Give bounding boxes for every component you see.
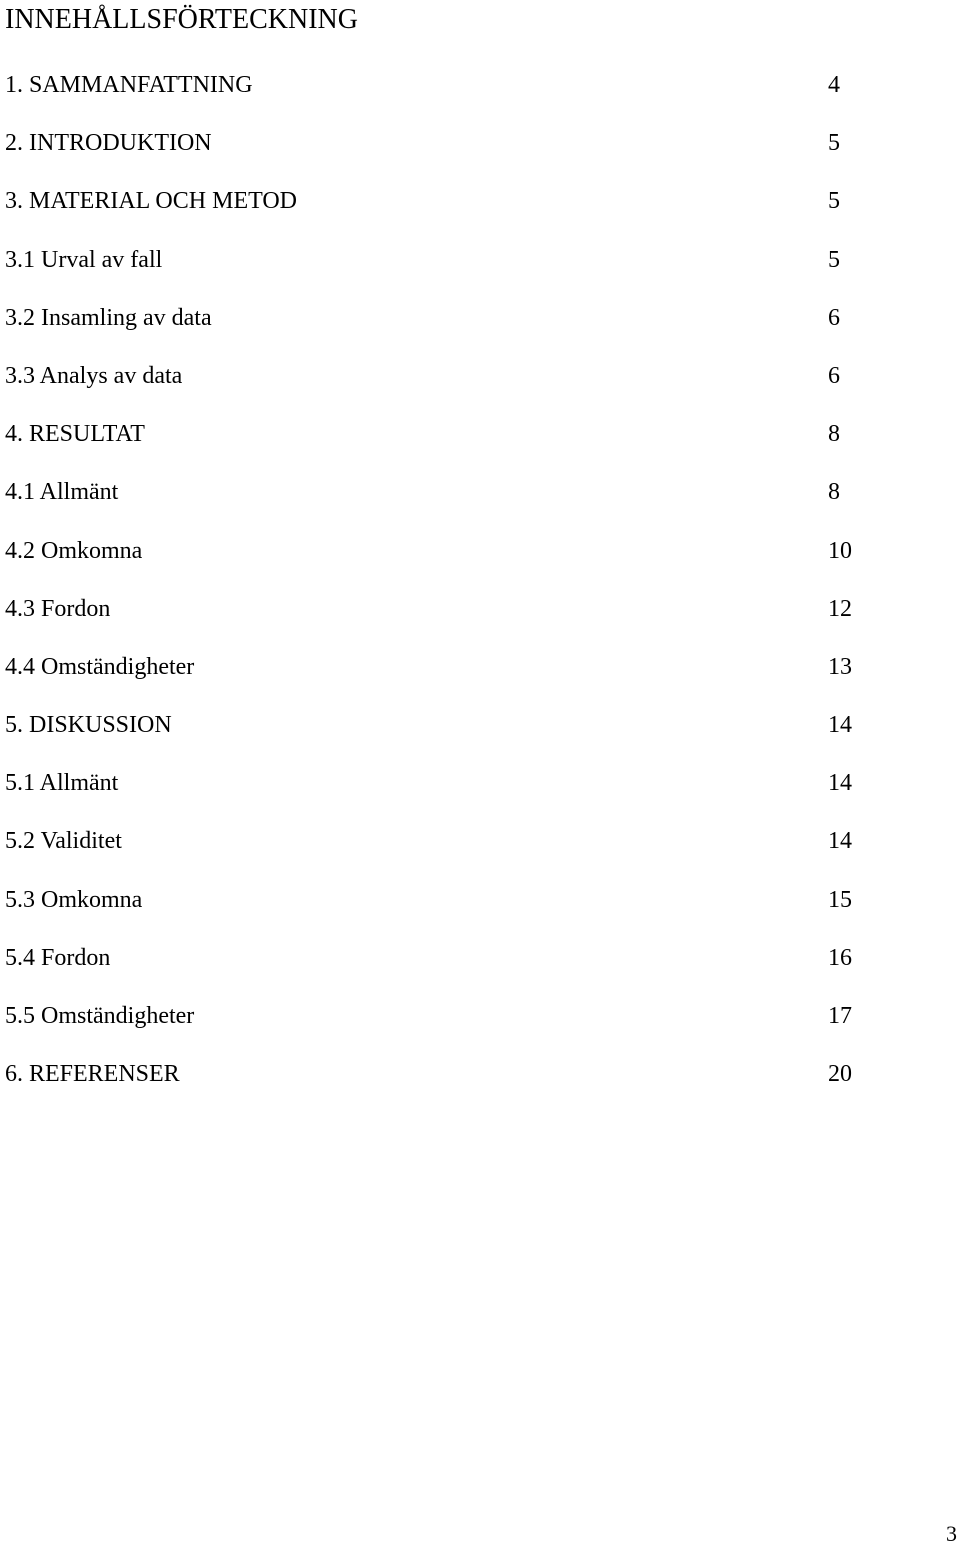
toc-entry-label: 5.5 Omständigheter (5, 1003, 195, 1029)
toc-entry-page: 5 (828, 188, 840, 215)
toc-entry-page: 6 (828, 304, 840, 331)
toc-entry-page: 15 (828, 886, 852, 913)
toc-entry-label: 2. INTRODUKTION (5, 130, 212, 157)
toc-entry (0, 358, 960, 416)
toc-entry (0, 242, 960, 300)
toc-entry-page: 8 (828, 421, 840, 448)
toc-entry-label: 3.1 Urval av fall (5, 246, 163, 273)
toc-entry (0, 300, 960, 358)
toc-entry-page: 20 (828, 1061, 852, 1088)
toc-entry (0, 765, 960, 823)
toc-entry-label: 4.3 Fordon (5, 595, 111, 622)
toc-entry-label: 5.2 Validitet (5, 828, 122, 855)
toc-entry-label: 5.4 Fordon (5, 944, 111, 971)
toc-entry-label: 5.1 Allmänt (5, 770, 119, 797)
toc-entry (0, 183, 960, 241)
toc-entry (0, 67, 960, 125)
toc-entry-page: 14 (828, 770, 852, 797)
page-title: INNEHÅLLSFÖRTECKNING (5, 4, 358, 35)
toc-entry (0, 125, 960, 183)
toc-entry-page: 10 (828, 537, 852, 564)
table-of-contents (0, 67, 960, 1114)
toc-entry-label: 3.3 Analys av data (5, 362, 183, 389)
toc-entry-label: 4.4 Omständigheter (5, 653, 195, 680)
toc-entry-page: 12 (828, 595, 852, 622)
toc-entry (0, 940, 960, 998)
toc-entry-page: 14 (828, 712, 852, 739)
toc-entry-page: 16 (828, 944, 852, 971)
toc-entry-label: 4.2 Omkomna (5, 537, 143, 564)
toc-entry-page: 5 (828, 246, 840, 273)
toc-entry (0, 1056, 960, 1114)
toc-entry-label: 1. SAMMANFATTNING (5, 72, 253, 98)
toc-entry (0, 591, 960, 649)
toc-entry-page: 4 (828, 72, 840, 98)
toc-entry-page: 13 (828, 653, 852, 680)
toc-entry-page: 8 (828, 479, 840, 506)
page-number: 3 (946, 1521, 957, 1546)
toc-entry (0, 882, 960, 940)
toc-entry-page: 5 (828, 130, 840, 157)
toc-entry-label: 4. RESULTAT (5, 421, 145, 448)
toc-entry (0, 533, 960, 591)
toc-entry (0, 823, 960, 881)
toc-entry-label: 5. DISKUSSION (5, 712, 172, 739)
toc-entry (0, 707, 960, 765)
toc-entry-label: 3.2 Insamling av data (5, 304, 212, 331)
toc-entry-label: 4.1 Allmänt (5, 479, 119, 506)
toc-entry-page: 6 (828, 362, 840, 389)
toc-entry-page: 14 (828, 828, 852, 855)
toc-entry (0, 474, 960, 532)
toc-entry (0, 416, 960, 474)
toc-entry-label: 3. MATERIAL OCH METOD (5, 188, 297, 215)
toc-entry-label: 5.3 Omkomna (5, 886, 143, 913)
toc-entry (0, 998, 960, 1056)
toc-entry-label: 6. REFERENSER (5, 1061, 180, 1088)
toc-entry-page: 17 (828, 1003, 852, 1029)
toc-entry (0, 649, 960, 707)
